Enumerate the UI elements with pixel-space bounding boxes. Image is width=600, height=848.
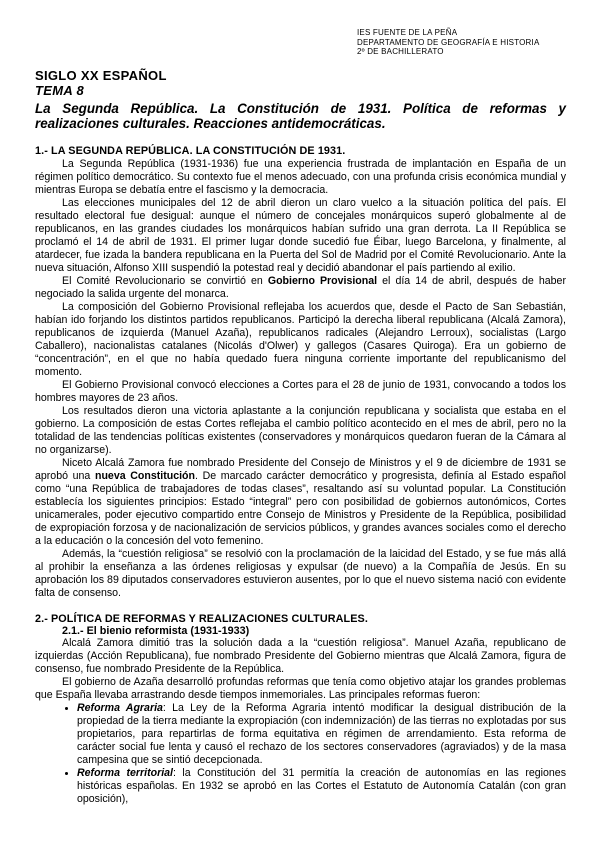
bold-term-gobierno-provisional: Gobierno Provisional <box>267 274 378 287</box>
reform-text: : la Constitución del 31 permitía la creación de autonomías en las regiones históricas españolas. En 1932 se aprobó en las Cortes el Estatuto de Autonomía Catalán (con gran oposición), <box>77 766 566 805</box>
subsection-2-1-heading: 2.1.- El bienio reformista (1931-1933) <box>62 624 250 637</box>
list-item-reforma-territorial <box>77 767 566 806</box>
letterhead-grade: 2º DE BACHILLERATO <box>357 47 444 56</box>
section-1-heading: 1.- LA SEGUNDA REPÚBLICA. LA CONSTITUCIÓN DE 1931. <box>35 144 346 157</box>
paragraph-election-results: Los resultados dieron una victoria aplastante a la conjunción republicana y socialista que estaba en el gobierno. La composición de estas Cortes reflejaba el cambio político acontecido en el mes de abril, pero no la totalidad de las tendencias políticas existentes (conservadores y monárquicos quedaron fueran de la Cámara al no organizarse). <box>35 404 566 456</box>
list-item-reforma-agraria <box>77 702 566 767</box>
letterhead <box>357 28 566 57</box>
reform-text: : La Ley de la Reforma Agraria intentó modificar la desigual distribución de la propiedad de la tierra mediante la expropiación (con indemnización) de las tierras no explotadas por sus propietarios, para repartirlas de forma equitativa en régimen de arrendamiento. Esta reforma de carácter social fue lenta y causó el rechazo de los sectores conservadores (agraviados) y de la masa campesina que se sintió decepcionada. <box>77 701 566 766</box>
bold-term-nueva-constitucion: nueva Constitución <box>94 469 195 482</box>
paragraph-government-composition: La composición del Gobierno Provisional reflejaba los acuerdos que, desde el Pacto de San Sebastián, habían ido forjando los distintos partidos republicanos. Participó la derecha liberal republicana (Alcalá Zamora), republicanos de izquierda (Manuel Azaña), republicanos radicales (Alejandro Lerroux), socialistas (Largo Caballero), nacionalistas catalanes (Nicolás d'Olwer) y gallegos (Casares Quiroga). Era un gobierno de “concentración”, en el que no había quedado fuera ninguna corriente importante del republicanismo del momento. <box>35 300 566 378</box>
paragraph-cortes-elections: El Gobierno Provisional convocó elecciones a Cortes para el 28 de junio de 1931, convocando a todos los hombres mayores de 23 años. <box>35 378 566 404</box>
paragraph-elections-april: Las elecciones municipales del 12 de abril dieron un claro vuelco a la situación política del país. El resultado electoral fue desigual: aunque el número de concejales monárquicos superó globalmente al de republicanos, en las grandes ciudades los monárquicos habían sufrido una gran derrota. La II República se proclamó el 14 de abril de 1931. El primer lugar donde sucedió fue Éibar, luego Barcelona, y finalmente, al atardecer, fue izada la bandera republicana en la Puerta del Sol de Madrid por el Comité Revolucionario. Ante la nueva situación, Alfonso XIII suspendió la potestad real y decidió abandonar el país partiendo al exilio. <box>35 196 566 274</box>
unit-number: TEMA 8 <box>35 82 84 98</box>
paragraph-republic-intro: La Segunda República (1931-1936) fue una experiencia frustrada de implantación en España de un régimen político democrático. Su contexto fue el menos adecuado, con una profunda crisis económica mundial y mientras Europa se debatía entre el fascismo y la democracia. <box>35 157 566 196</box>
paragraph-provisional-government <box>35 275 566 301</box>
paragraph-religious-question: Además, la “cuestión religiosa” se resolvió con la proclamación de la laicidad del Estado, y se fue más allá al prohibir la enseñanza a las órdenes religiosas y expulsar (de nuevo) a la Compañía de Jesús. En su aprobación los 89 diputados conservadores estuvieron ausentes, por lo que el nuevo sistema nació con evidente falta de consenso. <box>35 547 566 599</box>
course-title: SIGLO XX ESPAÑOL <box>35 67 167 83</box>
reform-list <box>35 702 566 806</box>
paragraph-text: El Comité Revolucionario se convirtió en <box>62 274 268 287</box>
paragraph-new-constitution <box>35 457 566 548</box>
paragraph-text: el día 14 de abril, después de haber negociado la salida urgente del monarca. <box>35 274 566 300</box>
section-2-heading: 2.- POLÍTICA DE REFORMAS Y REALIZACIONES CULTURALES. <box>35 612 368 625</box>
reform-label: Reforma Agraria <box>77 701 163 714</box>
lesson-title: La Segunda República. La Constitución de 1931. Política de reformas y realizaciones culturales. Reacciones antidemocráticas. <box>35 100 566 131</box>
paragraph-text: . De marcado carácter democrático y progresista, definía al Estado español como “una República de trabajadores de todas clases”, resaltando así su voluntad popular. La Constitución establecía los siguientes principios: Estado “integral” pero con posibilidad de gobiernos autonómicos, Cortes unicamerales, poder ejecutivo compartido entre Consejo de Ministros y Presidente de la República, posibilidad de expropiación forzosa y de nacionalización de servicios públicos, y grandes avances sociales como el derecho a la educación o la concesión del voto femenino. <box>35 469 566 547</box>
letterhead-school: IES FUENTE DE LA PEÑA <box>357 28 458 37</box>
paragraph-reforms-intro: El gobierno de Azaña desarrolló profundas reformas que tenía como objetivo atajar los grandes problemas que España llevaba arrastrando desde tiempos inmemoriales. Las principales reformas fueron: <box>35 675 566 701</box>
letterhead-department: DEPARTAMENTO DE GEOGRAFÍA E HISTORIA <box>357 37 540 47</box>
paragraph-azana-government: Alcalá Zamora dimitió tras la solución dada a la “cuestión religiosa”. Manuel Azaña, republicano de izquierdas (Acción Republicana), fue nombrado Presidente del Gobierno mientras que Alcalá Zamora, figura de consenso, fue nombrado Presidente de la República. <box>35 636 566 675</box>
paragraph-text: Niceto Alcalá Zamora fue nombrado Presidente del Consejo de Ministros y el 9 de diciembre de 1931 se aprobó una <box>35 456 566 482</box>
reform-label: Reforma territorial <box>77 766 173 779</box>
